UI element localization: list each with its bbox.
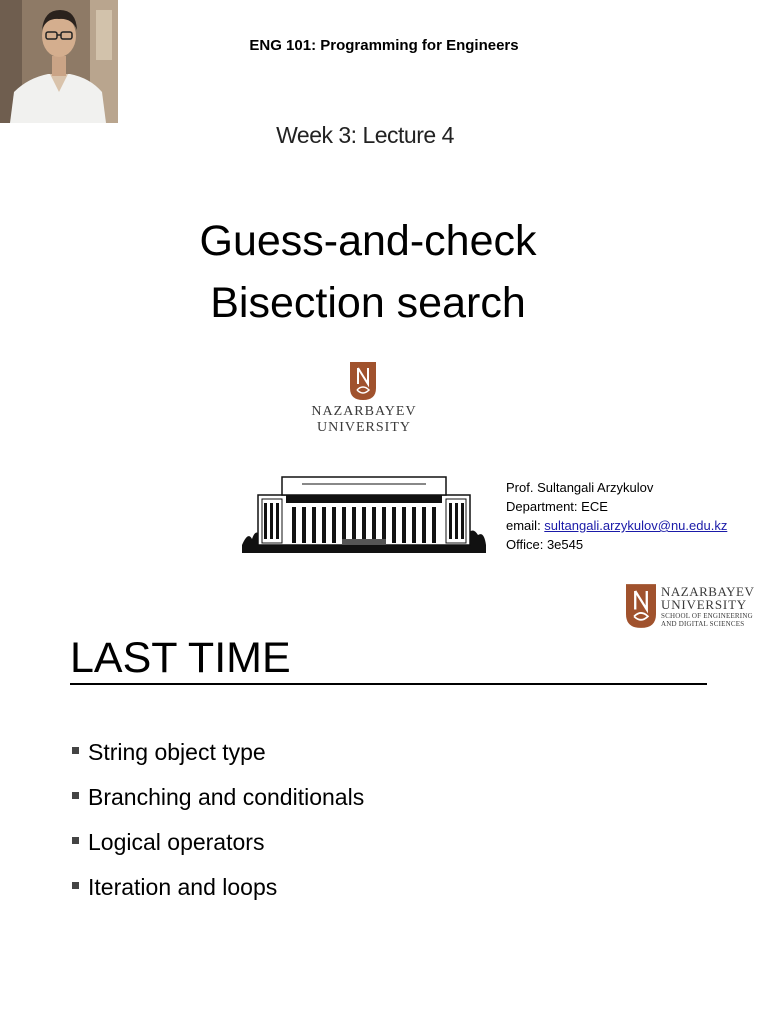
bullet-square-icon	[72, 882, 79, 889]
logo-word-university: UNIVERSITY	[317, 420, 411, 435]
instructor-department: Department: ECE	[506, 499, 608, 514]
course-title: ENG 101: Programming for Engineers	[249, 37, 519, 54]
university-logo	[300, 362, 428, 438]
list-item	[70, 780, 364, 825]
email-link[interactable]: sultangali.arzykulov@nu.edu.kz	[544, 518, 728, 533]
instructor-info	[506, 478, 727, 554]
school-logo-subtitle-1: SCHOOL OF ENGINEERING	[661, 612, 753, 620]
section-heading: LAST TIME	[70, 634, 291, 682]
lecture-title	[0, 210, 736, 334]
instructor-email-row	[506, 516, 727, 535]
email-label: email:	[506, 518, 545, 533]
bullet-square-icon	[72, 792, 79, 799]
logo-word-nazarbayev: NAZARBAYEV	[311, 404, 417, 419]
list-item	[70, 825, 364, 870]
school-logo-word-university: UNIVERSITY	[661, 597, 747, 612]
bullet-square-icon	[72, 837, 79, 844]
instructor-photo	[0, 0, 118, 123]
list-item-text: Iteration and loops	[88, 874, 278, 900]
nu-emblem-icon	[350, 362, 376, 400]
school-logo-subtitle-2: AND DIGITAL SCIENCES	[661, 620, 745, 628]
recap-list	[70, 735, 364, 915]
bullet-square-icon	[72, 747, 79, 754]
lecture-title-line-1: Guess-and-check	[199, 217, 537, 265]
instructor-office: Office: 3e545	[506, 537, 584, 552]
lecture-title-line-2: Bisection search	[210, 279, 526, 327]
list-item	[70, 870, 364, 915]
list-item-text: Branching and conditionals	[88, 784, 365, 810]
list-item-text: Logical operators	[88, 829, 265, 855]
list-item-text: String object type	[88, 739, 266, 765]
university-building-illustration	[242, 473, 486, 553]
list-item	[70, 735, 364, 780]
lecture-week: Week 3: Lecture 4	[276, 122, 454, 148]
nu-emblem-icon	[626, 584, 656, 628]
school-logo	[626, 584, 766, 630]
school-logo-word-nazarbayev: NAZARBAYEV	[661, 584, 755, 599]
instructor-name: Prof. Sultangali Arzykulov	[506, 480, 654, 495]
heading-underline	[70, 683, 707, 685]
